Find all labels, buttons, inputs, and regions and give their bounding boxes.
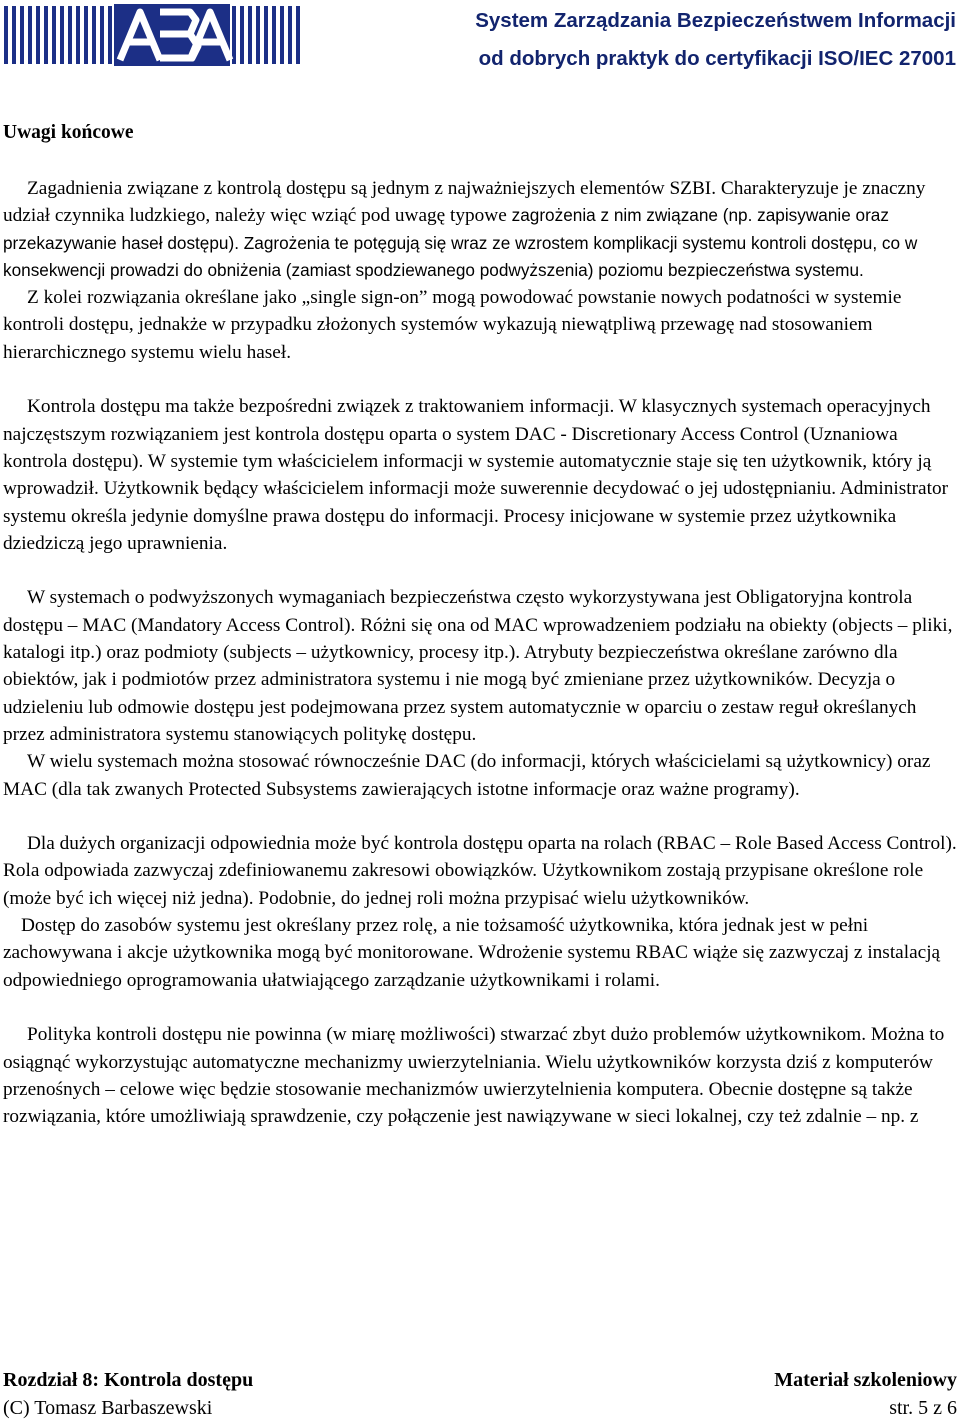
- title-line-1: System Zarządzania Bezpieczeństwem Informacji: [475, 9, 956, 32]
- document-body: [3, 175, 957, 1130]
- material-label: Materiał szkoleniowy: [774, 1369, 957, 1391]
- paragraph-8: Polityka kontroli dostępu nie powinna (w miarę możliwości) stwarzać zbyt dużo problemów użytkownikom. Można to osiągnąć wykorzystując automatyczne mechanizmy uwierzytelniania. Wielu użytkowników korzysta dziś z komputerów przenośnych – celowe więc będzie stosowanie mechanizmów uwierzytelnienia komputera. Obecnie dostępne są także rozwiązania, które umożliwiają sprawdzenie, czy połączenie jest nawiązywane w sieci lokalnej, czy też zdalnie – np. z: [3, 1024, 945, 1128]
- aba-logo: [0, 2, 300, 68]
- paragraph-7: Dostęp do zasobów systemu jest określany przez rolę, a nie tożsamość użytkownika, która jednak jest w pełni zachowywana i akcje użytkownika mogą być monitorowane. Wdrożenie systemu RBAC wiąże się zazwyczaj z instalacją odpowiedniego oprogramowania ułatwiającego zarządzanie użytkownikami i rolami.: [3, 915, 941, 991]
- chapter-title: Rozdział 8: Kontrola dostępu: [3, 1369, 254, 1391]
- page-header: [0, 0, 960, 72]
- paragraph-4: W systemach o podwyższonych wymaganiach bezpieczeństwa często wykorzystywana jest Obligatoryjna kontrola dostępu – MAC (Mandatory Access Control). Różni się ona od MAC wprowadzeniem podziału na obiekty (objects – pliki, katalogi itp.) oraz podmioty (subjects – użytkownicy, procesy itp.). Atrybuty bezpieczeństwa określane zarówno dla obiektów, jak i podmiotów przez administratora systemu i nie mogą być zmieniane przez użytkowników. Decyzja o udzieleniu lub odmowie dostępu jest podejmowana przez system automatycznie w oparciu o zestaw reguł określanych przez administratora systemu stanowiących politykę dostępu.: [3, 587, 953, 745]
- page-number: str. 5 z 6: [889, 1397, 957, 1419]
- paragraph-3: Kontrola dostępu ma także bezpośredni związek z traktowaniem informacji. W klasycznych systemach operacyjnych najczęstszym rozwiązaniem jest kontrola dostępu oparta o system DAC - Discretionary Access Control (Uznaniowa kontrola dostępu). W systemie tym właścicielem informacji w systemie automatycznie staje się ten użytkownik, który ją wprowadził. Użytkownik będący właścicielem informacji może suwerennie decydować o jej udostępnianiu. Administrator systemu określa jedynie domyślne prawa dostępu do informacji. Procesy inicjowane w systemie przez użytkownika dziedziczą jego uprawnienia.: [3, 396, 949, 554]
- paragraph-5: W wielu systemach można stosować równocześnie DAC (do informacji, których właścicielami są użytkownicy) oraz MAC (dla tak zwanych Protected Subsystems zawierających istotne informacje oraz ważne programy).: [3, 751, 931, 800]
- paragraph-2: Z kolei rozwiązania określane jako „single sign-on” mogą powodować powstanie nowych podatności w systemie kontroli dostępu, jednakże w przypadku złożonych systemów wykazują niewątpliwą przewagę nad stosowaniem hierarchicznego systemu wielu haseł.: [3, 287, 902, 363]
- paragraph-1-text-b: zagrożenia z nim związane (np. zapisywanie oraz przekazywanie haseł dostępu).: [3, 205, 889, 253]
- paragraph-1-text-c: Zagrożenia te potęgują się wraz ze wzrostem komplikacji systemu kontroli dostępu, co w konsekwencji prowadzi do obniżenia (zamiast spodziewanego podwyższenia) poziomu bezpieczeństwa systemu.: [3, 232, 918, 280]
- copyright-notice: (C) Tomasz Barbaszewski: [3, 1397, 213, 1419]
- page-footer: [3, 1366, 957, 1422]
- paragraph-6: Dla dużych organizacji odpowiednia może być kontrola dostępu oparta na rolach (RBAC – Role Based Access Control). Rola odpowiada zazwyczaj zdefiniowanemu zakresowi obowiązków. Użytkownikom zostają przypisane określone role (może być ich więcej niż jedna). Podobnie, do jednej roli można przypisać wielu użytkowników.: [3, 833, 957, 909]
- document-title: [475, 2, 956, 78]
- title-line-2: od dobrych praktyk do certyfikacji ISO/IEC 27001: [478, 47, 956, 70]
- section-heading: Uwagi końcowe: [3, 122, 134, 143]
- paragraph-1-text-a: Zagadnienia związane z kontrolą dostępu są jednym z najważniejszych elementów SZBI. Charakteryzuje je znaczny udział czynnika ludzkiego, należy więc wziąć pod uwagę typowe: [3, 178, 926, 227]
- paragraph-1: [3, 175, 957, 284]
